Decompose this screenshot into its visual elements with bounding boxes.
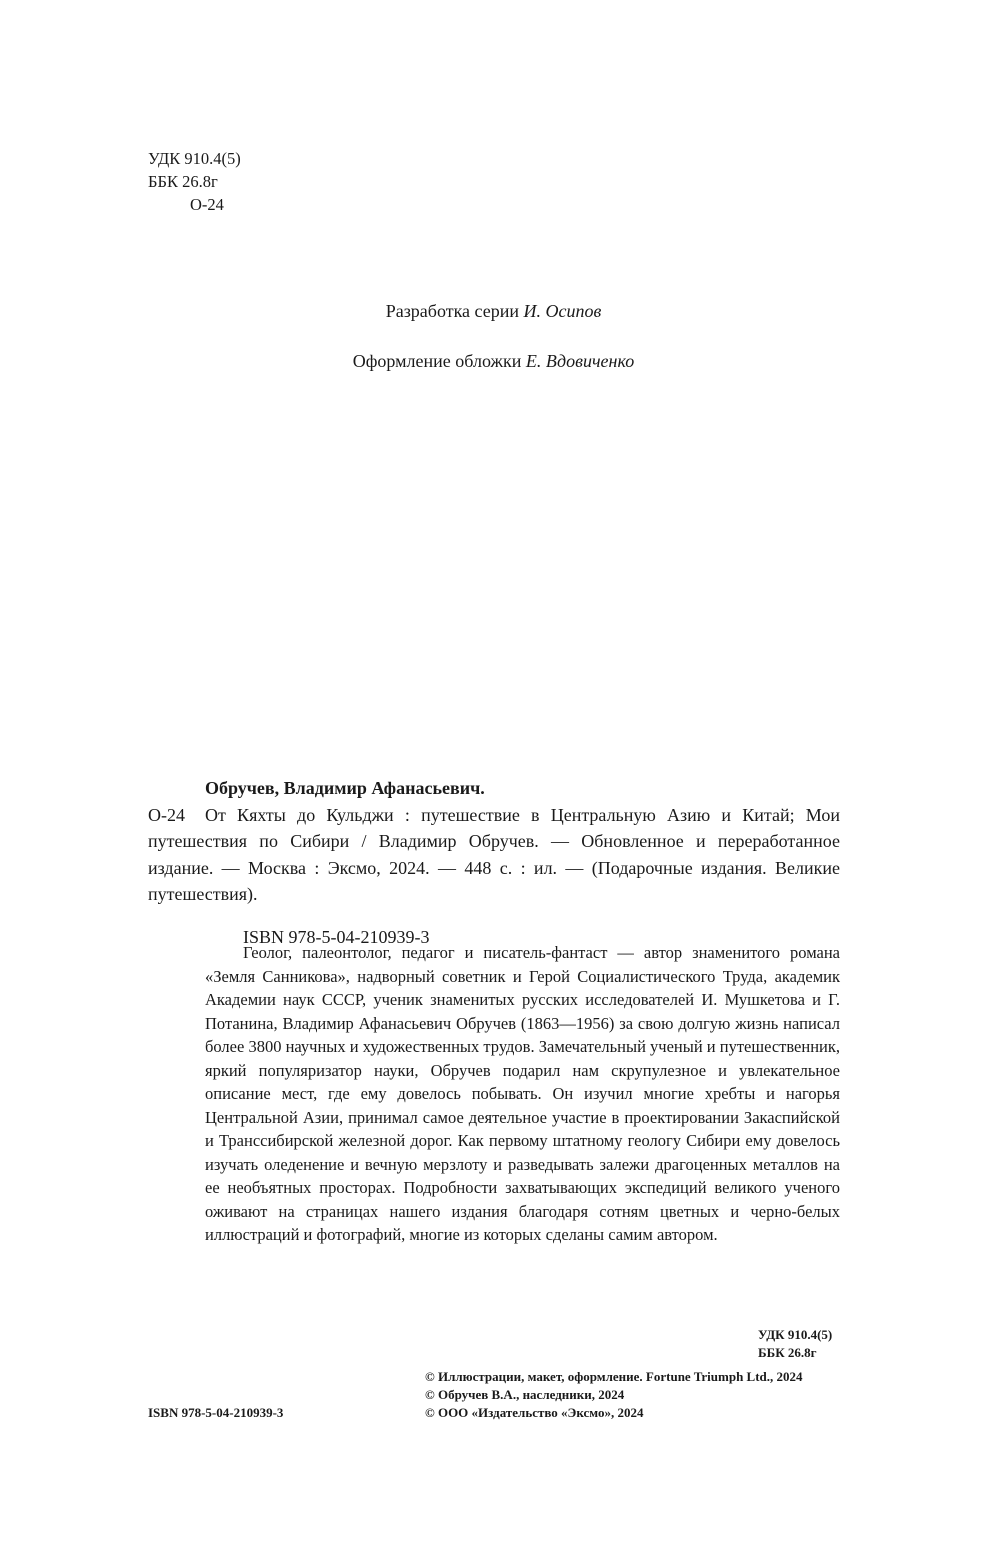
catalog-codes: [148, 147, 241, 216]
footer-codes: [758, 1326, 832, 1362]
copyright-block: [425, 1368, 803, 1422]
cover-credit: [0, 351, 987, 372]
bbk-code: ББК 26.8г: [148, 172, 218, 191]
record-entry: От Кяхты до Кульджи : путешествие в Центральную Азию и Китай; Мои путешествия по Сибири / Владимир Обручев. — Обновленное и переработанное издание. — Москва : Эксмо, 2024. — 448 с. : ил. — (Подарочные издания. Великие путешествия).: [148, 804, 840, 904]
bibliographic-record: [148, 775, 840, 950]
record-entry-block: [148, 802, 840, 908]
annotation: Геолог, палеонтолог, педагог и писатель-фантаст — автор знаменитого романа «Земля Санникова», надворный советник и Герой Социалистического Труда, академик Академии наук СССР, ученик знаменитых русских исследователей И. Мушкетова и Г. Потанина, Владимир Афанасьевич Обручев (1863—1956) за свою долгую жизнь написал более 3800 научных и художественных трудов. Замечательный ученый и путешественник, яркий популяризатор науки, Обручев подарил нам скрупулезное и увлекательное описание мест, где ему довелось побывать. Он изучил многие хребты и нагорья Центральной Азии, принимал самое деятельное участие в проектировании Закаспийской и Транссибирской железной дорог. Как первому штатному геологу Сибири ему довелось изучать оледенение и вечную мерзлоту и разведывать залежи драгоценных металлов на ее необъятных просторах. Подробности захватывающих экспедиций великого ученого оживают на страницах нашего издания благодаря сотням цветных и черно-белых иллюстраций и фотографий, многие из которых сделаны самим автором.: [205, 943, 840, 1244]
record-code: О-24: [148, 804, 185, 825]
udk-code: УДК 910.4(5): [148, 149, 241, 168]
author-sign: О-24: [190, 195, 224, 214]
copyright-line: © Обручев В.А., наследники, 2024: [425, 1387, 625, 1402]
record-author: Обручев, Владимир Афанасьевич.: [205, 778, 485, 798]
footer-udk: УДК 910.4(5): [758, 1327, 833, 1342]
cover-credit-name: Е. Вдовиченко: [525, 351, 635, 371]
copyright-line: © Иллюстрации, макет, оформление. Fortune Triumph Ltd., 2024: [425, 1369, 803, 1384]
footer-bbk: ББК 26.8г: [758, 1345, 817, 1360]
cover-credit-label: Оформление обложки: [352, 351, 526, 371]
isbn-footer: ISBN 978-5-04-210939-3: [148, 1405, 284, 1420]
series-credit: [0, 301, 987, 322]
record-isbn: ISBN 978-5-04-210939-3: [243, 926, 430, 947]
series-credit-label: Разработка серии: [385, 301, 524, 321]
series-credit-name: И. Осипов: [523, 301, 602, 321]
copyright-line: © ООО «Издательство «Эксмо», 2024: [425, 1405, 644, 1420]
